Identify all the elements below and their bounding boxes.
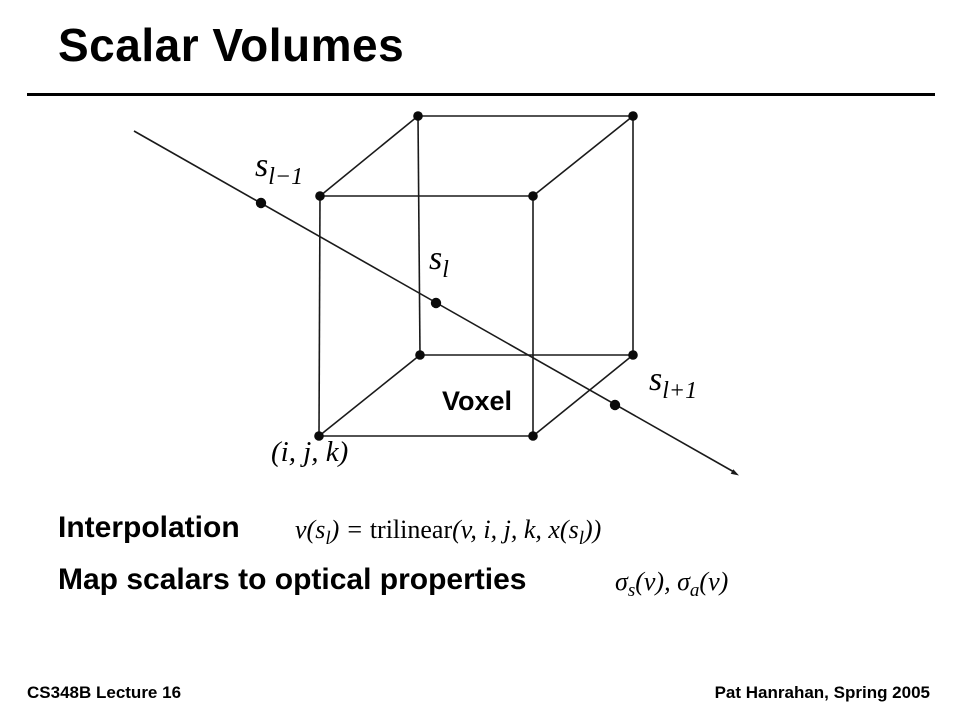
cube-edge: [418, 116, 420, 355]
ray-sample-dot: [256, 198, 266, 208]
mapping-heading: Map scalars to optical properties: [58, 563, 527, 596]
formula-subscript: l: [325, 528, 331, 550]
label-sample-prev-sub: l−1: [268, 163, 304, 190]
slide-title: Scalar Volumes: [58, 19, 405, 71]
cube-vertex-dot: [528, 191, 538, 201]
cube-vertex-dot: [628, 350, 638, 360]
formula-function-name: trilinear: [369, 515, 453, 544]
cube-edge: [320, 116, 418, 196]
footer-credit: Pat Hanrahan, Spring 2005: [714, 683, 930, 702]
cube-edge: [319, 196, 320, 436]
label-sample-prev: [255, 147, 304, 190]
voxel-label: Voxel: [442, 386, 513, 416]
cube-vertex-dot: [415, 350, 425, 360]
footer-course: CS348B Lecture 16: [27, 683, 182, 702]
formula-part: (v): [699, 567, 729, 596]
ray-sample-dots: [256, 198, 620, 410]
label-sample-current: [429, 240, 449, 283]
formula-subscript: s: [627, 580, 636, 602]
interpolation-formula: [295, 515, 602, 550]
label-sample-next-base: s: [649, 361, 663, 398]
formula-subscript: l: [578, 528, 584, 550]
label-sample-current-sub: l: [442, 256, 449, 283]
cube-vertex-dot: [413, 111, 423, 121]
cube-vertex-dot: [315, 191, 325, 201]
mapping-formula: [615, 567, 729, 602]
label-sample-next-sub: l+1: [662, 377, 698, 404]
cube-vertex-dot: [528, 431, 538, 441]
cube-vertex-dot: [628, 111, 638, 121]
formula-part: (v), σ: [635, 567, 690, 596]
ray-sample-dot: [431, 298, 441, 308]
formula-part: v(s: [295, 515, 326, 544]
formula-part: σ: [615, 567, 628, 596]
label-sample-current-base: s: [429, 240, 443, 277]
formula-part: ) =: [330, 515, 370, 544]
ray-sample-dot: [610, 400, 620, 410]
interpolation-heading: Interpolation: [58, 511, 240, 544]
formula-subscript: a: [689, 580, 700, 602]
cube-edge: [533, 116, 633, 196]
label-sample-prev-base: s: [255, 147, 269, 184]
formula-part: (v, i, j, k, x(s: [452, 515, 579, 544]
corner-coordinates-label: (i, j, k): [271, 436, 349, 468]
formula-part: )): [583, 515, 602, 544]
cube-edge: [319, 355, 420, 436]
label-sample-next: [649, 361, 698, 404]
